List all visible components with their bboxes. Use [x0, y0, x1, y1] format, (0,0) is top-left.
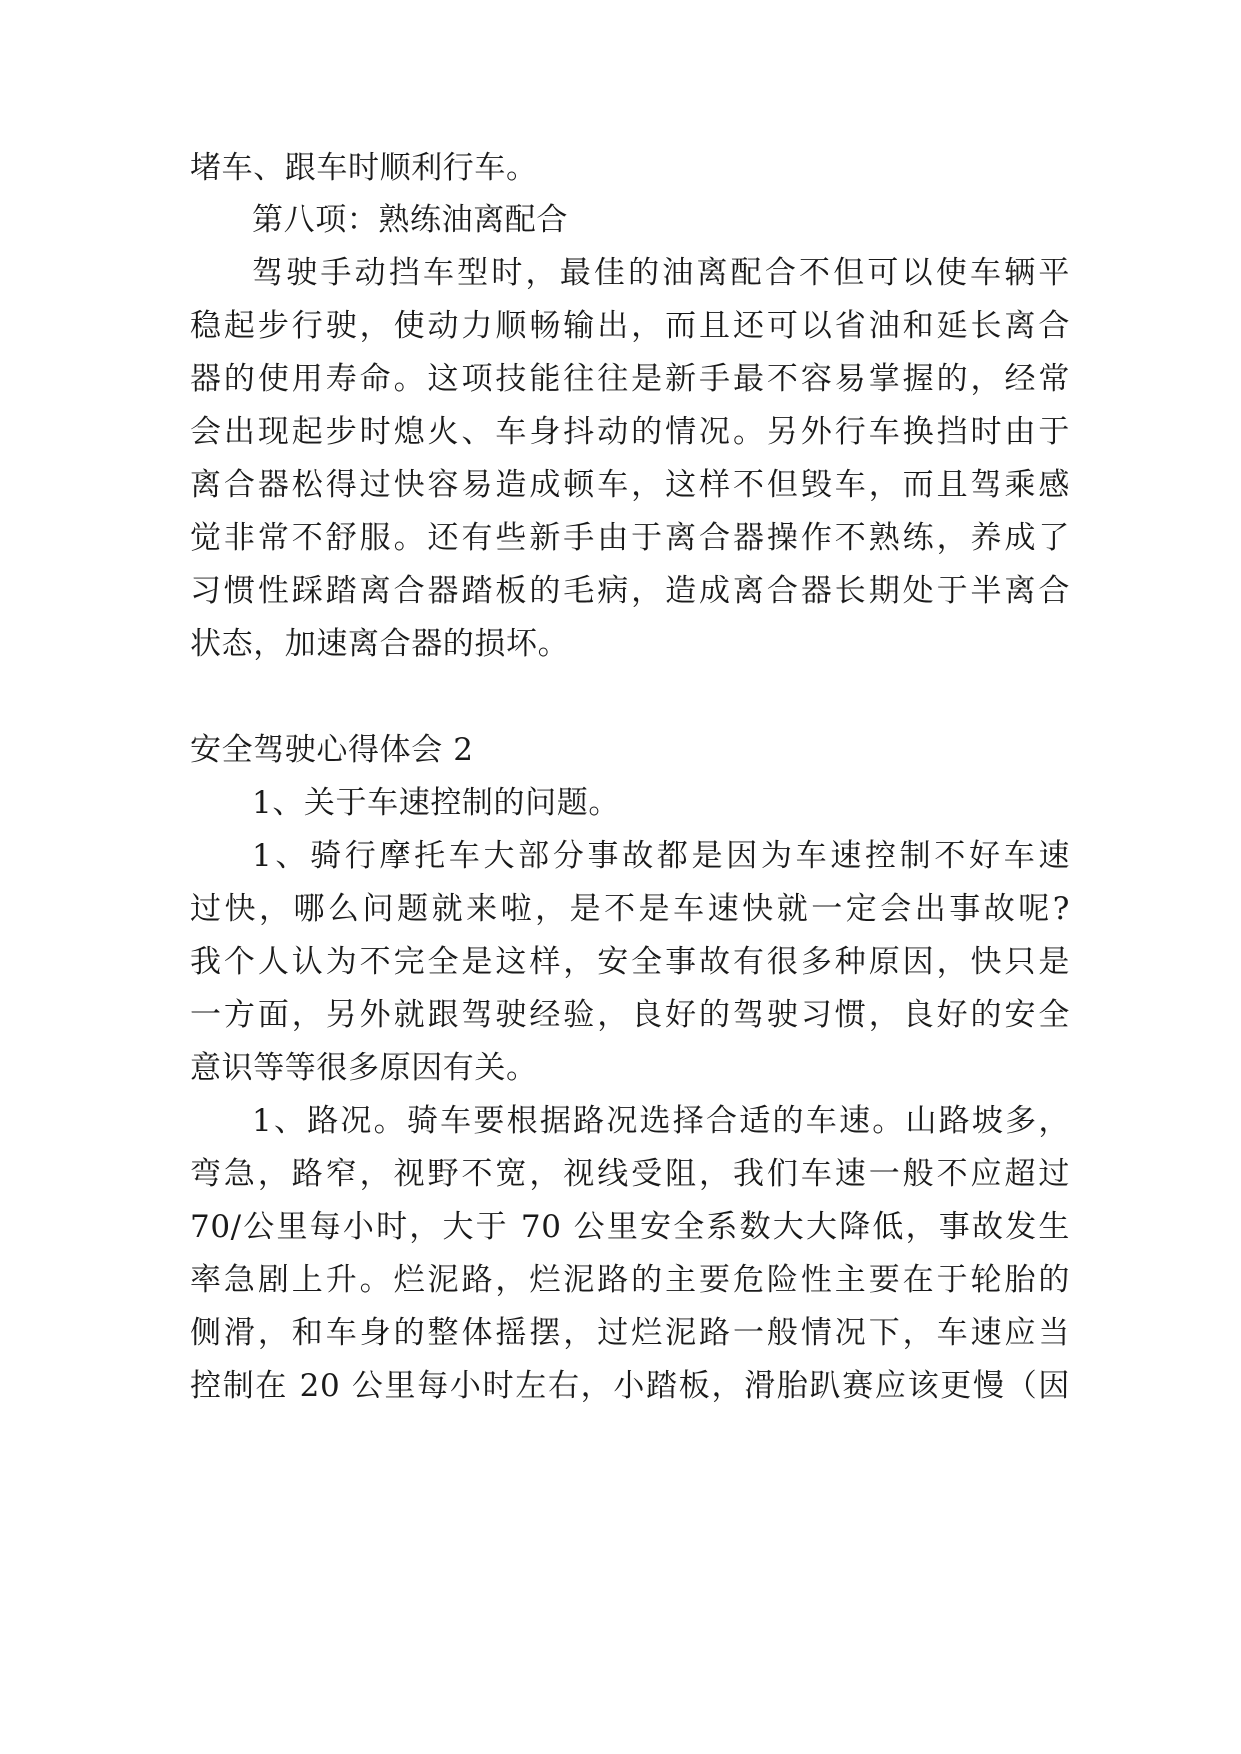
- body-text-line: 会出现起步时熄火、车身抖动的情况。另外行车换挡时由于: [190, 414, 1070, 450]
- body-text-line: 意识等等很多原因有关。: [190, 1050, 538, 1086]
- body-text-line: 侧滑，和车身的整体摇摆，过烂泥路一般情况下，车速应当: [190, 1315, 1070, 1351]
- body-text-line: 习惯性踩踏离合器踏板的毛病，造成离合器长期处于半离合: [190, 573, 1070, 609]
- body-text-line: 控制在 20 公里每小时左右，小踏板，滑胎趴赛应该更慢（因: [190, 1368, 1070, 1404]
- body-text-line: 离合器松得过快容易造成顿车，这样不但毁车，而且驾乘感: [190, 467, 1070, 503]
- body-text-line: 70/公里每小时，大于 70 公里安全系数大大降低，事故发生: [190, 1209, 1070, 1245]
- body-text-line: 一方面，另外就跟驾驶经验，良好的驾驶习惯，良好的安全: [190, 997, 1070, 1033]
- body-text-line: 器的使用寿命。这项技能往往是新手最不容易掌握的，经常: [190, 361, 1070, 397]
- body-text-line: 觉非常不舒服。还有些新手由于离合器操作不熟练，养成了: [190, 520, 1070, 556]
- body-text-line: 过快，哪么问题就来啦，是不是车速快就一定会出事故呢?: [190, 891, 1070, 927]
- body-text-line: 驾驶手动挡车型时，最佳的油离配合不但可以使车辆平: [252, 255, 1070, 291]
- section-heading: 第八项：熟练油离配合: [252, 202, 568, 238]
- document-title: 安全驾驶心得体会 2: [190, 732, 474, 768]
- section-heading: 1、关于车速控制的问题。: [252, 785, 620, 821]
- body-text-line: 稳起步行驶，使动力顺畅输出，而且还可以省油和延长离合: [190, 308, 1070, 344]
- body-text-line: 率急剧上升。烂泥路，烂泥路的主要危险性主要在于轮胎的: [190, 1262, 1070, 1298]
- body-text-line: 弯急，路窄，视野不宽，视线受阻，我们车速一般不应超过: [190, 1156, 1070, 1192]
- body-text-line: 状态，加速离合器的损坏。: [190, 626, 570, 662]
- body-text-line: 我个人认为不完全是这样，安全事故有很多种原因，快只是: [190, 944, 1070, 980]
- body-text-line: 1、骑行摩托车大部分事故都是因为车速控制不好车速: [252, 838, 1070, 874]
- body-text-line: 1、路况。骑车要根据路况选择合适的车速。山路坡多，: [252, 1103, 1070, 1139]
- body-text-line: 堵车、跟车时顺利行车。: [190, 150, 538, 186]
